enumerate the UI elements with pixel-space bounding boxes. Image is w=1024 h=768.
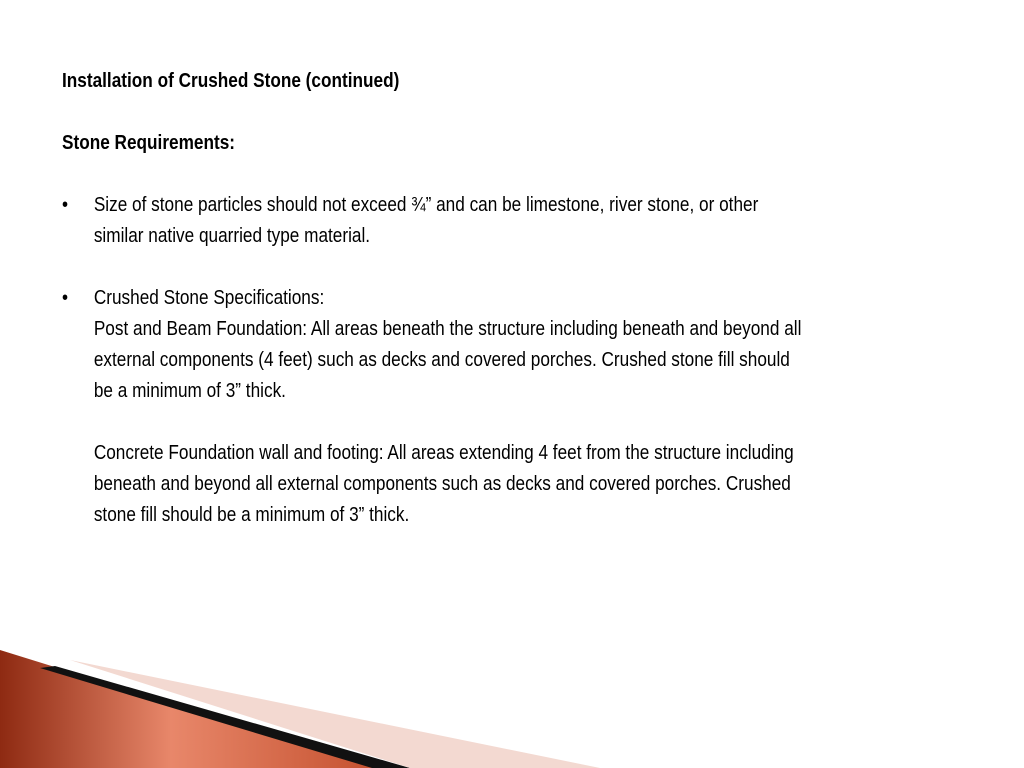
paragraph-line: Post and Beam Foundation: All areas beneath the structure including beneath and beyond all — [93, 318, 802, 340]
spec-paragraph-post-and-beam — [94, 314, 982, 407]
paragraph-line: Concrete Foundation wall and footing: All areas extending 4 feet from the structure including — [93, 442, 794, 464]
spacer — [62, 252, 982, 283]
spacer — [62, 159, 982, 190]
bullet-item-specifications — [62, 283, 982, 531]
paragraph-line: beneath and beyond all external components such as decks and covered porches. Crushed — [93, 473, 791, 495]
bullet-heading: Crushed Stone Specifications: — [93, 287, 325, 309]
slide-title: Installation of Crushed Stone (continued) — [62, 70, 400, 92]
bullet-icon: • — [62, 287, 69, 309]
paragraph-line: stone fill should be a minimum of 3” thick. — [93, 504, 410, 526]
bullet-text-line: similar native quarried type material. — [93, 225, 371, 247]
spacer — [94, 407, 982, 438]
section-heading: Stone Requirements: — [62, 132, 235, 154]
bullet-text-line: Size of stone particles should not exceed ¾” and can be limestone, river stone, or other — [93, 194, 759, 216]
bullet-icon: • — [62, 194, 69, 216]
paragraph-line: be a minimum of 3” thick. — [93, 380, 286, 402]
spacer — [62, 97, 982, 128]
slide-body — [62, 66, 982, 531]
paragraph-line: external components (4 feet) such as decks and covered porches. Crushed stone fill should — [93, 349, 790, 371]
slide-decoration — [0, 638, 1024, 768]
spec-paragraph-concrete-foundation — [94, 438, 982, 531]
bullet-item-stone-size — [62, 190, 982, 252]
